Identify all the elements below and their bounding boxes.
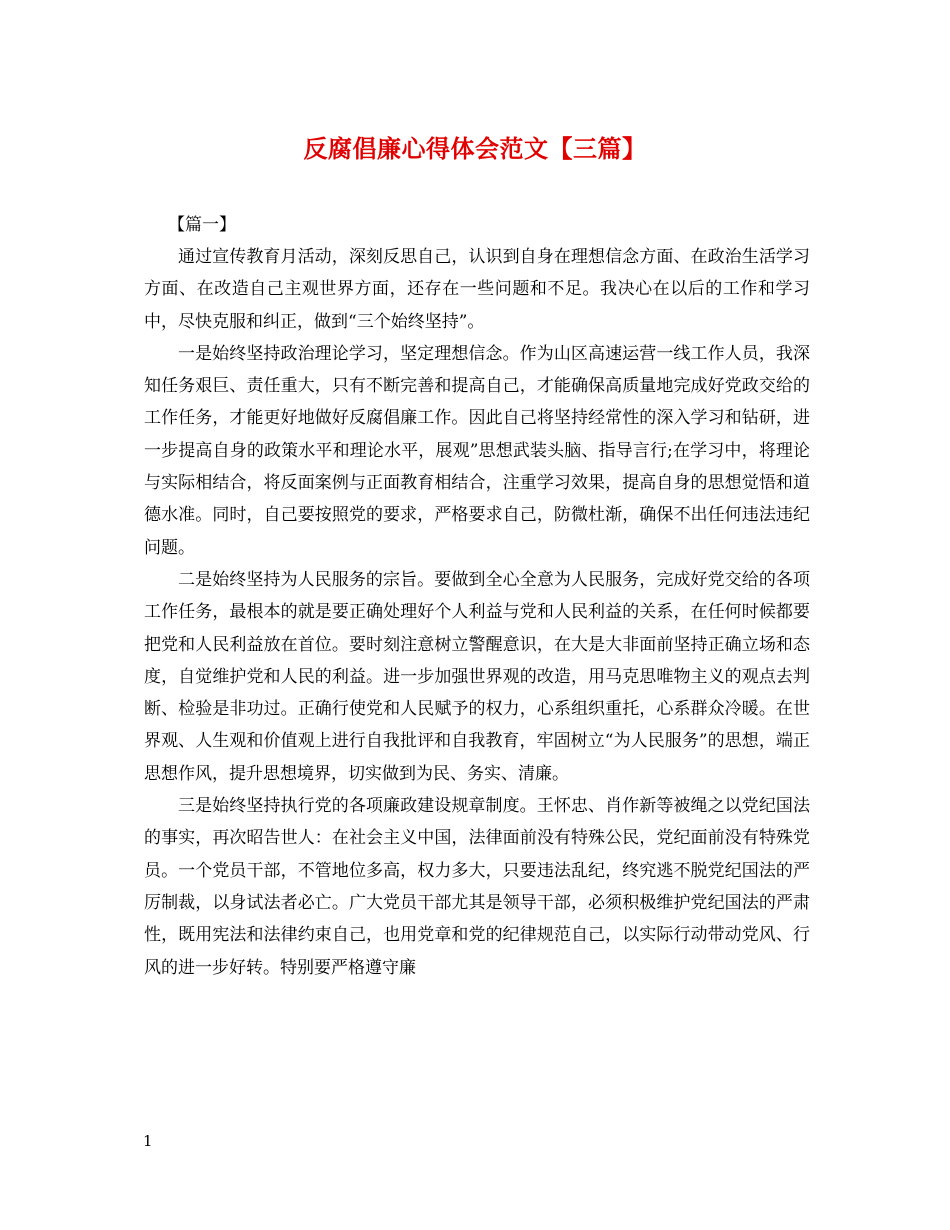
paragraph-point-one: 一是始终坚持政治理论学习，坚定理想信念。作为山区高速运营一线工作人员，我深知任务艰巨、责任重大，只有不断完善和提高自己，才能确保高质量地完成好党政交给的工作任务，才能更好地做好反腐倡廉工作。因此自己将坚持经常性的深入学习和钻研，进一步提高自身的政策水平和理论水平，展观”思想武装头脑、指导言行;在学习中，将理论与实际相结合，将反面案例与正面教育相结合，注重学习效果，提高自身的思想觉悟和道德水准。同时，自己要按照党的要求，严格要求自己，防微杜渐，确保不出任何违法违纪问题。	[144, 343, 810, 558]
document-body	[144, 209, 810, 984]
paragraph-point-three: 三是始终坚持执行党的各项廉政建设规章制度。王怀忠、肖作新等被绳之以党纪国法的事实，再次昭告世人：在社会主义中国，法律面前没有特殊公民，党纪面前没有特殊党员。一个党员干部，不管地位多高，权力多大，只要违法乱纪，终究逃不脱党纪国法的严厉制裁，以身试法者必亡。广大党员干部尤其是领导干部，必须积极维护党纪国法的严肃性，既用宪法和法律约束自己，也用党章和党的纪律规范自己，以实际行动带动党风、行风的进一步好转。特别要严格遵守廉	[144, 796, 810, 978]
document-title: 反腐倡廉心得体会范文【三篇】	[303, 134, 647, 163]
page-number: 1	[143, 1132, 153, 1150]
paragraph-point-two: 二是始终坚持为人民服务的宗旨。要做到全心全意为人民服务，完成好党交给的各项工作任务，最根本的就是要正确处理好个人利益与党和人民利益的关系，在任何时候都要把党和人民利益放在首位。要时刻注意树立警醒意识，在大是大非面前坚持正确立场和态度，自觉维护党和人民的利益。进一步加强世界观的改造，用马克思唯物主义的观点去判断、检验是非功过。正确行使党和人民赋予的权力，心系组织重托，心系群众冷暖。在世界观、人生观和价值观上进行自我批评和自我教育，牢固树立“为人民服务”的思想，端正思想作风，提升思想境界，切实做到为民、务实、清廉。	[144, 569, 810, 784]
section-heading: 【篇一】	[168, 215, 236, 235]
paragraph-intro: 通过宣传教育月活动，深刻反思自己，认识到自身在理想信念方面、在政治生活学习方面、在改造自己主观世界方面，还存在一些问题和不足。我决心在以后的工作和学习中，尽快克服和纠正，做到“三个始终坚持”。	[144, 247, 810, 332]
